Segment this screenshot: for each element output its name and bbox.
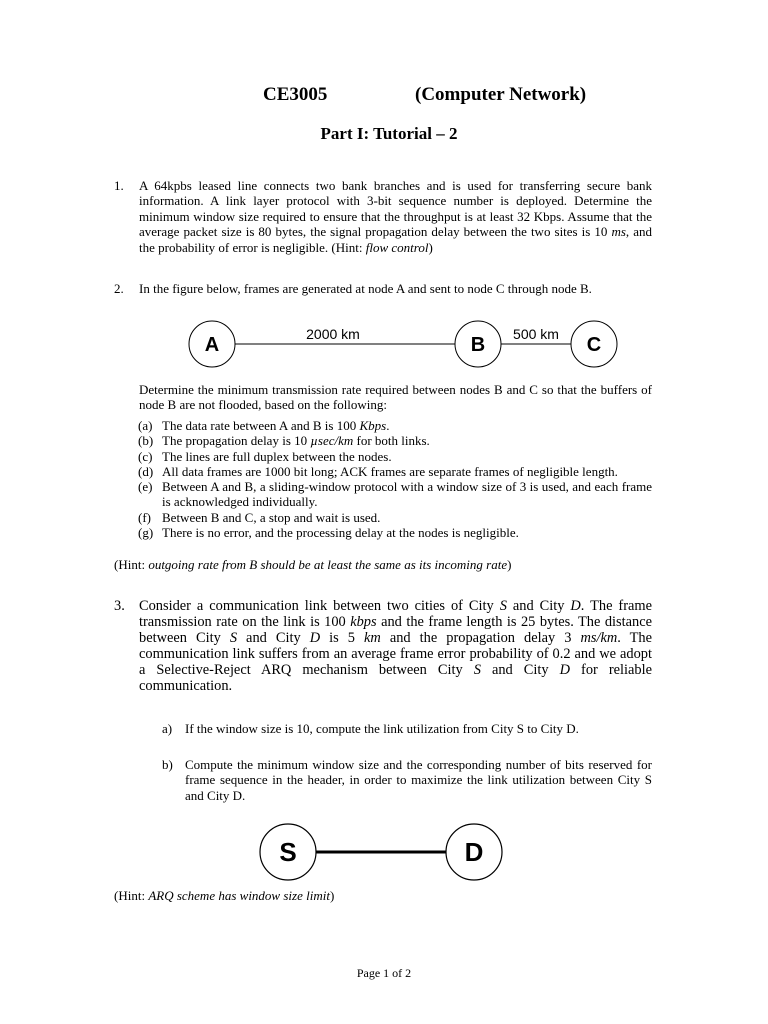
course-name: (Computer Network) bbox=[415, 84, 587, 105]
item-emphasis: Kbps bbox=[359, 418, 387, 433]
text-run: and City bbox=[506, 598, 571, 614]
hint-suffix: ) bbox=[329, 888, 335, 903]
hint-text: outgoing rate from B should be at least the same as its incoming rate bbox=[148, 557, 508, 572]
node-d-label: D bbox=[464, 837, 484, 867]
node-c-label: C bbox=[586, 334, 602, 356]
item-marker: (g) bbox=[138, 525, 154, 541]
hint-prefix: (Hint: bbox=[114, 557, 149, 572]
question-number: 2. bbox=[114, 281, 124, 296]
ab-distance-label: 2000 km bbox=[306, 326, 360, 342]
unit-ms-per-km: ms/km bbox=[580, 630, 618, 646]
sub-question-text: If the window size is 10, compute the link utilization from City S to City D. bbox=[185, 721, 579, 736]
item-text: . bbox=[386, 418, 390, 433]
text-run: for reliable communication. bbox=[139, 662, 653, 694]
item-marker: (f) bbox=[138, 509, 151, 525]
bc-distance-label: 500 km bbox=[513, 326, 559, 342]
item-text: The propagation delay is 10 bbox=[162, 433, 311, 449]
city-s: S bbox=[499, 598, 507, 614]
text-run: is 5 bbox=[320, 630, 365, 646]
node-b-label: B bbox=[470, 334, 486, 356]
item-marker: (e) bbox=[138, 479, 153, 495]
text-run: and the frame length is 25 bytes. The distance between City bbox=[139, 614, 653, 646]
item-text: Between A and B, a sliding-window protocol with a window size of 3 is used, and each frame is acknowledged individually. bbox=[162, 479, 652, 510]
item-marker: (c) bbox=[138, 448, 153, 464]
text-run: A 64kpbs leased line connects two bank branches and is used for transferring secure bank information. A link layer protocol with 3-bit sequence number is deployed. Determine the minimum window size required to ensure that the throughput is at least 32 Kbps. Assume that the average packet size is 80 bytes, the signal propagation delay between the two sites is 10 bbox=[139, 178, 652, 240]
item-text: All data frames are 1000 bit long; ACK frames are separate frames of negligible length. bbox=[162, 463, 618, 479]
unit-km: km bbox=[364, 630, 381, 646]
item-text: for both links. bbox=[353, 433, 430, 449]
hint-text: ARQ scheme has window size limit bbox=[148, 888, 330, 903]
question-2-intro: In the figure below, frames are generated at node A and sent to node C through node B. bbox=[139, 281, 592, 296]
item-text: The lines are full duplex between the nodes. bbox=[162, 448, 392, 464]
question-2-lead-text: Determine the minimum transmission rate required between nodes B and C so that the buffers of node B are not flooded, based on the following: bbox=[139, 382, 652, 413]
item-text: There is no error, and the processing delay at the nodes is negligible. bbox=[162, 525, 519, 541]
item-marker: (d) bbox=[138, 463, 154, 479]
text-run: , and the probability of error is negligible. (Hint: bbox=[139, 224, 652, 255]
node-a-label: A bbox=[204, 334, 220, 356]
question-number: 3. bbox=[114, 598, 125, 614]
text-run: . The communication link suffers from an average frame error probability of 0.2 and we adopt a Selective-Reject ARQ mechanism between City bbox=[139, 630, 652, 678]
item-marker: (a) bbox=[138, 418, 153, 433]
item-emphasis: µsec/km bbox=[310, 433, 354, 449]
item-text: The data rate between A and B is 100 bbox=[162, 418, 360, 433]
item-marker: (b) bbox=[138, 433, 154, 449]
text-run: and the propagation delay 3 bbox=[380, 630, 581, 646]
sub-question-marker: a) bbox=[162, 721, 173, 736]
hint-prefix: (Hint: bbox=[114, 888, 149, 903]
unit-ms: ms bbox=[611, 224, 626, 240]
city-s: S bbox=[473, 662, 481, 678]
unit-kbps: kbps bbox=[350, 614, 377, 630]
course-code: CE3005 bbox=[263, 84, 328, 105]
city-d: D bbox=[559, 662, 571, 678]
sub-question-text: Compute the minimum window size and the corresponding number of bits reserved for frame sequence in the header, in order to maximize the link utilization between City S and City D. bbox=[185, 757, 652, 803]
text-run: Consider a communication link between two cities of City bbox=[139, 598, 500, 614]
hint-text: flow control bbox=[365, 239, 429, 255]
sub-question-marker: b) bbox=[162, 757, 173, 772]
question-3-hint bbox=[114, 888, 334, 904]
text-run: and City bbox=[237, 630, 310, 646]
city-d: D bbox=[309, 630, 321, 646]
text-run: . The frame transmission rate on the link is 100 bbox=[139, 598, 652, 630]
text-run: ) bbox=[428, 239, 433, 255]
page-footer: Page 1 of 2 bbox=[356, 966, 412, 980]
node-s-label: S bbox=[279, 837, 297, 867]
item-text: Between B and C, a stop and wait is used. bbox=[162, 509, 381, 525]
hint-suffix: ) bbox=[507, 557, 512, 572]
city-d: D bbox=[570, 598, 581, 614]
text-run: and City bbox=[480, 662, 560, 678]
city-s: S bbox=[229, 630, 238, 646]
question-number: 1. bbox=[114, 178, 124, 193]
subtitle-text: Part I: Tutorial – 2 bbox=[320, 124, 458, 143]
